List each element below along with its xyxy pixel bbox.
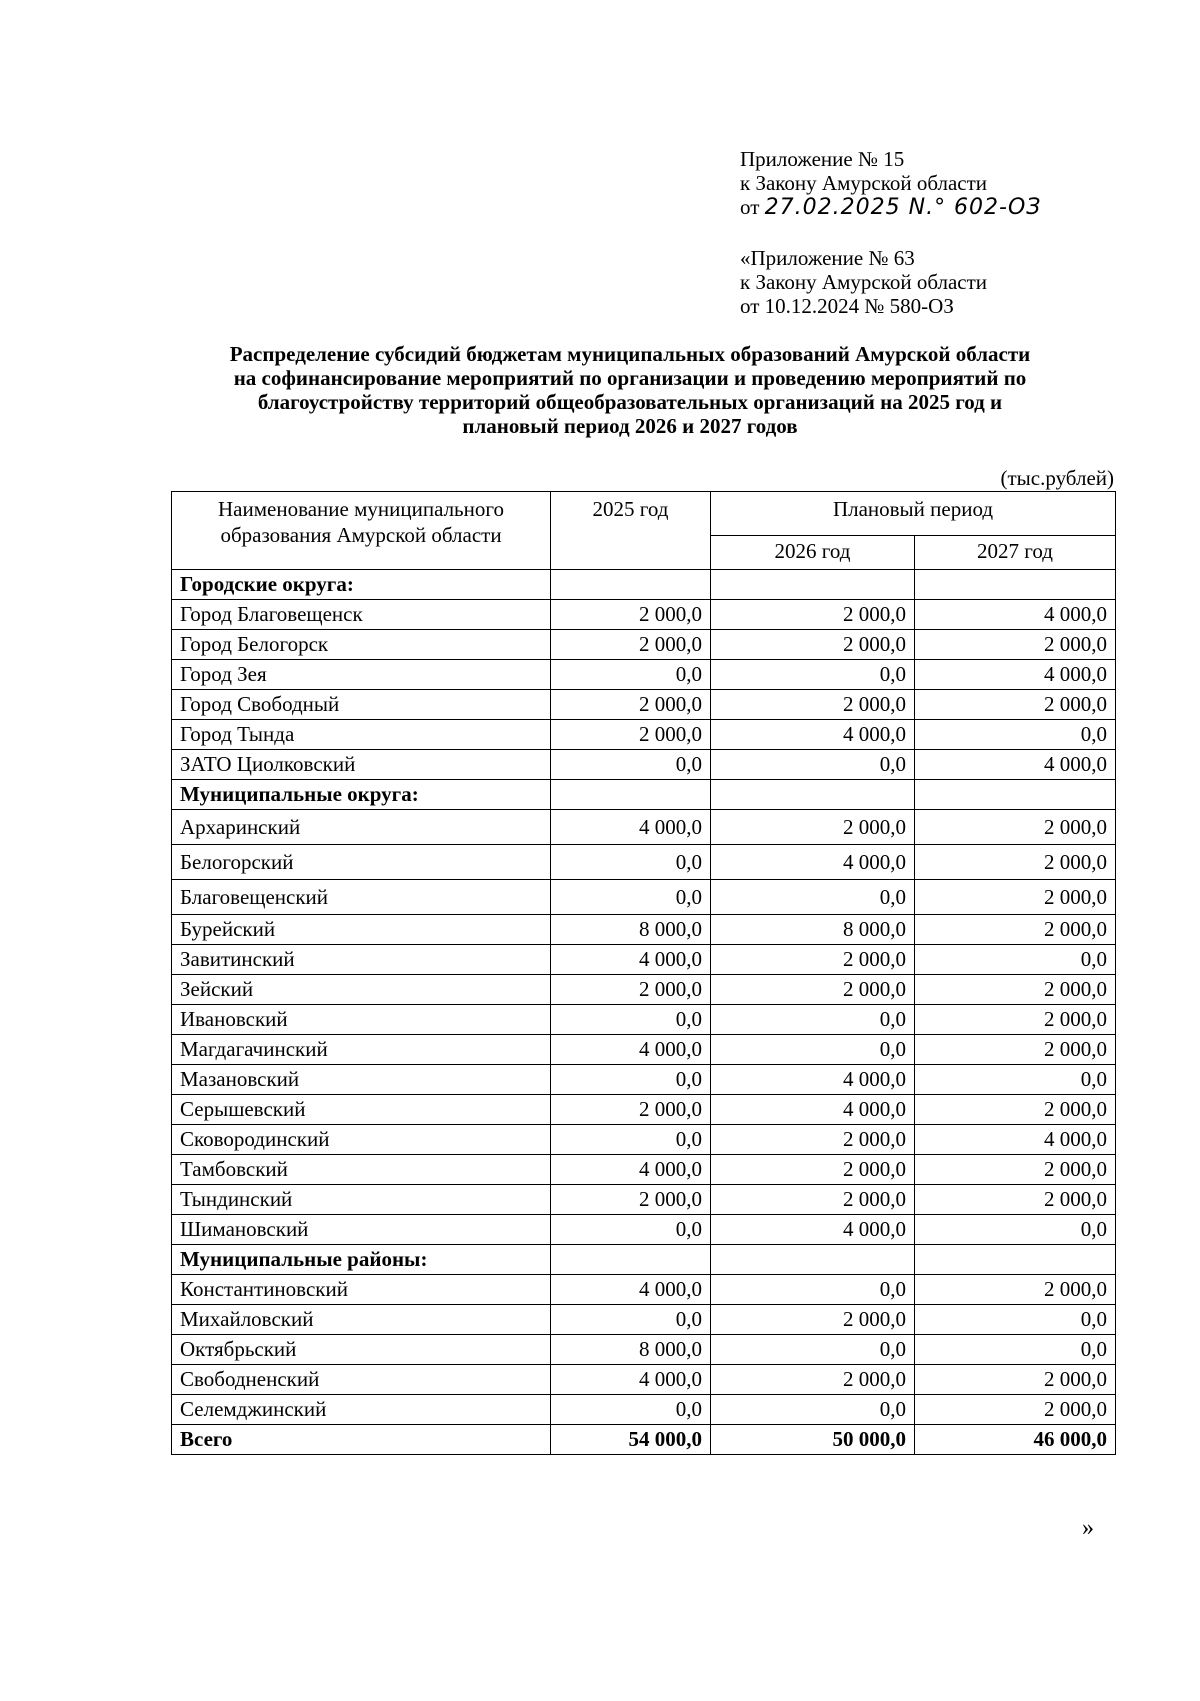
amount-2025 [551,780,711,810]
amount-2026 [711,780,915,810]
group-row [172,570,1116,600]
amount-2025: 0,0 [551,1305,711,1335]
group-row [172,780,1116,810]
amount-2026: 0,0 [711,1005,915,1035]
title-line: плановый период 2026 и 2027 годов [462,414,798,438]
table-row [172,750,1116,780]
amount-2026: 0,0 [711,750,915,780]
amount-2025: 0,0 [551,1395,711,1425]
table-row [172,600,1116,630]
previous-appendix-date: от 10.12.2024 № 580-ОЗ [740,294,954,318]
amount-2027: 2 000,0 [915,880,1116,915]
amount-2026: 4 000,0 [711,845,915,880]
handwritten-date-number: 27.02.2025 N.° 602-ОЗ [764,195,1042,220]
amount-2026: 2 000,0 [711,1185,915,1215]
amount-2026 [711,1245,915,1275]
municipality-name: Зейский [172,975,551,1005]
municipality-name: Михайловский [172,1305,551,1335]
table-body [172,570,1116,1455]
amount-2025: 2 000,0 [551,1095,711,1125]
municipality-name: Город Зея [172,660,551,690]
table-row [172,1125,1116,1155]
table-row [172,720,1116,750]
amount-2026: 2 000,0 [711,690,915,720]
amount-2027: 2 000,0 [915,975,1116,1005]
table-row [172,1215,1116,1245]
amount-2026: 2 000,0 [711,600,915,630]
amount-2025: 0,0 [551,1065,711,1095]
table-row [172,660,1116,690]
amount-2026: 2 000,0 [711,975,915,1005]
amount-2026: 2 000,0 [711,1365,915,1395]
amount-2025: 2 000,0 [551,690,711,720]
amount-2027: 46 000,0 [915,1425,1116,1455]
table-row [172,880,1116,915]
table-row [172,1035,1116,1065]
amount-2026: 0,0 [711,1395,915,1425]
municipality-name: Архаринский [172,810,551,845]
appendix-number: Приложение № 15 [740,147,905,171]
amount-2027: 0,0 [915,1305,1116,1335]
table-row [172,630,1116,660]
appendix-law: к Закону Амурской области [740,171,988,195]
amount-2027: 2 000,0 [915,1365,1116,1395]
amount-2027: 2 000,0 [915,1185,1116,1215]
table-row [172,1185,1116,1215]
previous-appendix-number: «Приложение № 63 [740,246,915,270]
table-row [172,915,1116,945]
table-row [172,1005,1116,1035]
amount-2026 [711,570,915,600]
amount-2026: 2 000,0 [711,1305,915,1335]
amount-2027: 0,0 [915,945,1116,975]
appendix-date-prefix: от [740,195,760,219]
amount-2027: 2 000,0 [915,1395,1116,1425]
amount-2027 [915,1245,1116,1275]
amount-2026: 8 000,0 [711,915,915,945]
table-row [172,1365,1116,1395]
municipality-name: Магдагачинский [172,1035,551,1065]
previous-appendix-law: к Закону Амурской области [740,270,988,294]
table-row [172,1275,1116,1305]
amount-2027: 0,0 [915,720,1116,750]
municipality-name: Тамбовский [172,1155,551,1185]
amount-2025: 4 000,0 [551,1365,711,1395]
amount-2027 [915,570,1116,600]
amount-2026: 4 000,0 [711,720,915,750]
amount-2027: 2 000,0 [915,1155,1116,1185]
table-row [172,945,1116,975]
amount-2027: 2 000,0 [915,1275,1116,1305]
amount-2027: 2 000,0 [915,630,1116,660]
municipality-name: Город Белогорск [172,630,551,660]
municipality-name: ЗАТО Циолковский [172,750,551,780]
amount-2026: 0,0 [711,1275,915,1305]
table-row [172,1395,1116,1425]
amount-2025: 8 000,0 [551,1335,711,1365]
amount-2025: 2 000,0 [551,720,711,750]
municipality-name: Константиновский [172,1275,551,1305]
amount-2025: 0,0 [551,1215,711,1245]
table-row [172,1305,1116,1335]
municipality-name: Благовещенский [172,880,551,915]
document-title [150,342,1110,438]
amount-2027: 2 000,0 [915,1005,1116,1035]
amount-2025: 8 000,0 [551,915,711,945]
table-row [172,1065,1116,1095]
municipality-name: Всего [172,1425,551,1455]
group-row [172,1245,1116,1275]
amount-2027: 4 000,0 [915,1125,1116,1155]
municipality-name: Шимановский [172,1215,551,1245]
amount-2027: 2 000,0 [915,810,1116,845]
title-line: на софинансирование мероприятий по организации и проведению мероприятий по [233,366,1027,390]
table-row [172,975,1116,1005]
amount-2026: 0,0 [711,660,915,690]
amount-2025: 54 000,0 [551,1425,711,1455]
amount-2026: 2 000,0 [711,810,915,845]
amount-2025: 4 000,0 [551,1035,711,1065]
amount-2025: 0,0 [551,1125,711,1155]
municipality-name: Ивановский [172,1005,551,1035]
municipality-name: Город Свободный [172,690,551,720]
header-planned-period: Плановый период [711,492,1116,536]
municipality-name: Завитинский [172,945,551,975]
amount-2025 [551,570,711,600]
amount-2027: 2 000,0 [915,1095,1116,1125]
municipality-name: Октябрьский [172,1335,551,1365]
amount-2025: 0,0 [551,845,711,880]
amount-2027: 4 000,0 [915,600,1116,630]
amount-2025: 4 000,0 [551,810,711,845]
municipality-name: Мазановский [172,1065,551,1095]
amount-2027: 4 000,0 [915,750,1116,780]
municipality-name: Муниципальные округа: [172,780,551,810]
municipality-name: Муниципальные районы: [172,1245,551,1275]
table-row [172,1335,1116,1365]
amount-2025: 2 000,0 [551,1185,711,1215]
amount-2027 [915,780,1116,810]
amount-2027: 2 000,0 [915,1035,1116,1065]
amount-2025: 2 000,0 [551,630,711,660]
municipality-name: Город Благовещенск [172,600,551,630]
municipality-name: Городские округа: [172,570,551,600]
amount-2027: 2 000,0 [915,915,1116,945]
closing-quote: » [1082,1515,1094,1541]
header-2026: 2026 год [711,536,915,570]
total-row [172,1425,1116,1455]
header-2027: 2027 год [915,536,1116,570]
amount-2027: 0,0 [915,1335,1116,1365]
municipality-name: Тындинский [172,1185,551,1215]
amount-2025 [551,1245,711,1275]
amount-2025: 0,0 [551,1005,711,1035]
amount-2026: 50 000,0 [711,1425,915,1455]
title-line: Распределение субсидий бюджетам муниципальных образований Амурской области [229,342,1031,366]
table-row [172,845,1116,880]
table-row [172,690,1116,720]
amount-2027: 0,0 [915,1065,1116,1095]
table-row [172,1095,1116,1125]
amount-2025: 2 000,0 [551,600,711,630]
amount-2025: 0,0 [551,750,711,780]
municipality-name: Бурейский [172,915,551,945]
amount-2026: 4 000,0 [711,1215,915,1245]
amount-2025: 0,0 [551,660,711,690]
amount-2026: 4 000,0 [711,1095,915,1125]
title-line: благоустройству территорий общеобразовательных организаций на 2025 год и [257,390,1003,414]
municipality-name: Сковородинский [172,1125,551,1155]
amount-2025: 4 000,0 [551,1275,711,1305]
amount-2026: 4 000,0 [711,1065,915,1095]
municipality-name: Свободненский [172,1365,551,1395]
previous-appendix-header [740,246,987,318]
appendix-date-line [740,195,1041,220]
municipality-name: Белогорский [172,845,551,880]
amount-2025: 4 000,0 [551,945,711,975]
table-row [172,810,1116,845]
municipality-name: Город Тында [172,720,551,750]
amount-2027: 2 000,0 [915,690,1116,720]
amount-2025: 0,0 [551,880,711,915]
municipality-name: Селемджинский [172,1395,551,1425]
amount-2026: 0,0 [711,880,915,915]
appendix-header [740,147,1041,220]
amount-2026: 2 000,0 [711,1125,915,1155]
amount-2025: 4 000,0 [551,1155,711,1185]
amount-2026: 2 000,0 [711,945,915,975]
amount-2027: 0,0 [915,1215,1116,1245]
amount-2026: 0,0 [711,1035,915,1065]
amount-2026: 2 000,0 [711,1155,915,1185]
amount-2027: 2 000,0 [915,845,1116,880]
units-label: (тыс.рублей) [1000,466,1114,490]
table-row [172,1155,1116,1185]
municipality-name: Серышевский [172,1095,551,1125]
header-2025: 2025 год [551,492,711,570]
header-municipality: Наименование муниципального образования Амурской области [172,492,551,570]
amount-2026: 2 000,0 [711,630,915,660]
amount-2026: 0,0 [711,1335,915,1365]
amount-2025: 2 000,0 [551,975,711,1005]
amount-2027: 4 000,0 [915,660,1116,690]
subsidy-table [171,491,1116,1455]
